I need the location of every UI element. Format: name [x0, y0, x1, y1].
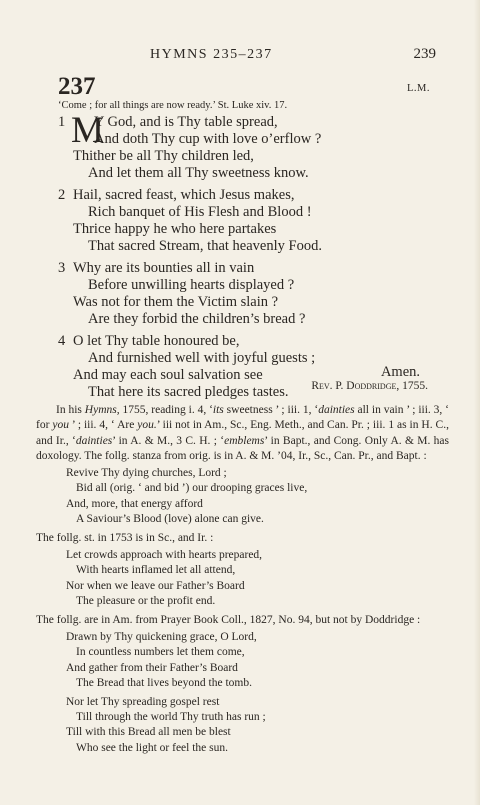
quoted-stanza-4 — [36, 695, 449, 756]
stanza-line: Hail, sacred feast, which Jesus makes, — [73, 187, 295, 203]
editorial-notes — [36, 403, 449, 760]
quoted-stanza-2 — [36, 548, 449, 609]
stanza-line: And doth Thy cup with love o’erflow ? — [94, 131, 322, 147]
quote-line: With hearts inflamed let all attend, — [76, 564, 236, 577]
stanza-3 — [58, 260, 428, 328]
stanza-line: Was not for them the Victim slain ? — [73, 294, 279, 310]
note-italic: Hymns, — [84, 404, 120, 416]
stanza-line: That here its sacred pledges tastes. — [88, 384, 289, 400]
stanza-line: Are they forbid the children’s bread ? — [88, 311, 306, 327]
quote-line: Nor when we leave our Father’s Board — [66, 579, 245, 592]
quote-line: Drawn by Thy quickening grace, O Lord, — [66, 631, 257, 644]
stanza-line: Thrice happy he who here partakes — [73, 221, 277, 237]
note-paragraph-3: The follg. are in Am. from Prayer Book Coll., 1827, No. 94, but not by Doddridge : — [36, 613, 421, 626]
note-italic: dainties — [318, 404, 355, 416]
quote-line: A Saviour’s Blood (love) alone can give. — [76, 512, 264, 525]
quote-line: The pleasure or the profit end. — [76, 594, 216, 607]
hymn-meter: L.M. — [407, 83, 430, 94]
quote-line: Bid all (orig. ‘ and bid ’) our drooping graces live, — [76, 482, 308, 495]
stanza-line: And furnished well with joyful guests ; — [88, 350, 316, 366]
note-text: sweetness ’ ; iii. 1, ‘ — [223, 404, 319, 416]
page-edge-shadow — [474, 0, 480, 805]
stanza-line: Y God, and is Thy table spread, — [94, 114, 278, 130]
amen: Amen. — [380, 364, 420, 380]
stanza-2 — [58, 187, 428, 255]
note-paragraph-1 — [36, 403, 449, 464]
stanza-number: 2 — [58, 187, 66, 203]
stanza-number: 3 — [58, 260, 66, 276]
note-paragraph-2: The follg. st. in 1753 is in Sc., and Ir. : — [36, 531, 214, 544]
stanza-1 — [58, 110, 428, 182]
quote-line: Till with this Bread all men be blest — [66, 726, 231, 739]
stanza-line: And may each soul salvation see — [73, 367, 263, 383]
note-italic: you — [52, 419, 69, 432]
page-number: 239 — [413, 46, 436, 62]
stanza-line: Before unwilling hearts displayed ? — [88, 277, 295, 293]
note-italic: emblems — [224, 434, 265, 447]
quote-line: Till through the world Thy truth has run ; — [76, 711, 266, 724]
hymn-author: Rev. P. Doddridge, 1755. — [311, 380, 428, 392]
hymn-epigraph: ‘Come ; for all things are now ready.’ St. Luke xiv. 17. — [58, 100, 288, 111]
stanza-line: And let them all Thy sweetness know. — [88, 165, 309, 181]
stanza-line: Rich banquet of His Flesh and Blood ! — [88, 204, 312, 220]
note-italic: you. — [137, 419, 157, 432]
quote-line: The Bread that lives beyond the tomb. — [76, 676, 252, 689]
note-italic: its — [212, 404, 224, 416]
hymn-number: 237 — [58, 73, 96, 100]
note-italic: dainties — [75, 434, 113, 447]
note-text: ’ in Bapt., and Cong. Only A. & M. has doxology. The follg. stanza from orig. is in A. & M. ’04, Ir., Sc., Can. Pr., and Bapt. : — [36, 434, 449, 462]
quote-line: And gather from their Father’s Board — [66, 661, 238, 674]
stanza-line: O let Thy table honoured be, — [73, 333, 240, 349]
stanza-line: That sacred Stream, that heavenly Food. — [88, 238, 322, 254]
quote-line: In countless numbers let them come, — [76, 646, 245, 659]
quote-line: Who see the light or feel the sun. — [76, 741, 229, 754]
quote-line: Nor let Thy spreading gospel rest — [66, 696, 220, 709]
note-text: all in vain ’ ; iii. 3, ‘ for — [36, 404, 450, 432]
stanza-line: Why are its bounties all in vain — [73, 260, 255, 276]
drop-cap: M — [71, 110, 104, 151]
note-text: 1755, reading i. 4, ‘ — [119, 404, 213, 416]
quote-line: And, more, that energy afford — [66, 497, 203, 510]
note-text: In his — [56, 404, 85, 416]
stanza-number: 1 — [58, 114, 66, 130]
quoted-stanza-3 — [36, 630, 449, 691]
running-title: HYMNS 235–237 — [150, 47, 273, 62]
note-text: ’ in A. & M., 3 C. H. ; ‘ — [112, 434, 225, 447]
hymn-stanzas — [58, 110, 428, 406]
note-text: ’ iii not in Am., Sc., Eng. Meth., and Can. Pr. ; iii. 1 as in H. C., and Ir., ‘ — [36, 419, 449, 447]
quote-line: Revive Thy dying churches, Lord ; — [66, 467, 227, 480]
stanza-line: Thither be all Thy children led, — [73, 148, 254, 164]
stanza-number: 4 — [58, 333, 66, 349]
quote-line: Let crowds approach with hearts prepared, — [66, 549, 263, 562]
quoted-stanza-1 — [36, 466, 449, 527]
note-text: ’ ; iii. 4, ‘ Are — [68, 419, 138, 432]
